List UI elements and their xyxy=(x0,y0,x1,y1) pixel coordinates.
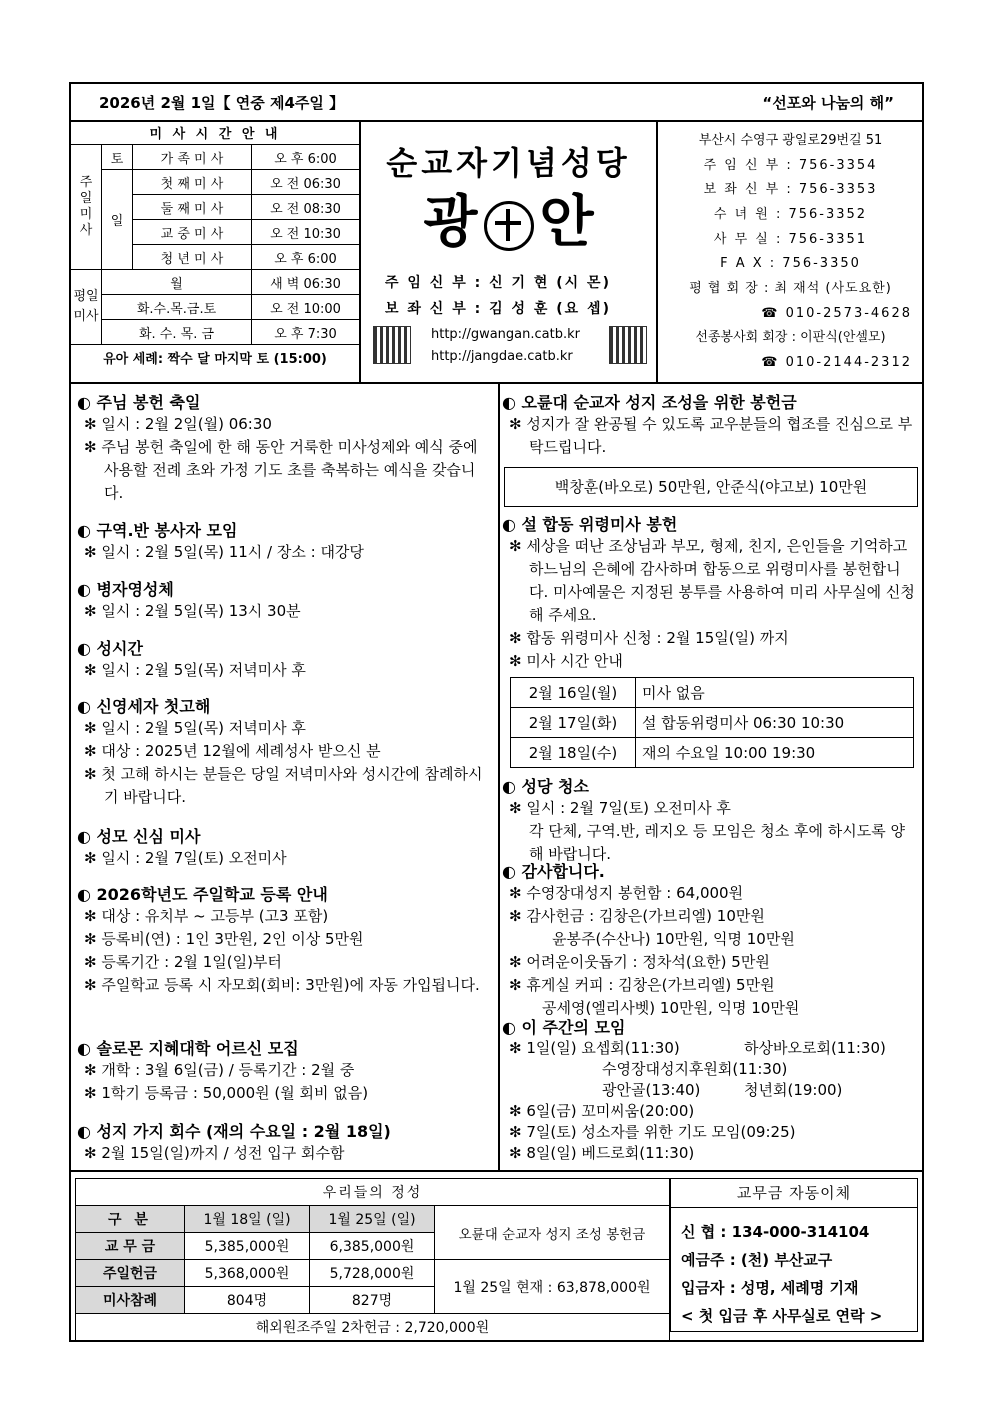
day-sun: 일 xyxy=(102,170,133,270)
date-cell: 2월 18일(수) xyxy=(511,738,636,768)
depositor-note: 입금자 : 성명, 세례명 기재 xyxy=(681,1279,859,1297)
cell: 6,385,000원 xyxy=(310,1233,435,1260)
right-column xyxy=(500,384,922,1170)
item: ✻ 일시 : 2월 5일(목) 저녁미사 후 xyxy=(84,661,306,679)
item: ✻ 주일학교 등록 시 자모회(회비: 3만원)에 자동 가입됩니다. xyxy=(84,976,480,994)
shrine-fund-label: 오륜대 순교자 성지 조성 봉헌금 xyxy=(435,1206,670,1260)
mass-time: 오 후 6:00 xyxy=(252,145,360,170)
weekday-mass-label: 평일미사 xyxy=(71,270,102,345)
bulletin-date: 2026년 2월 1일【 연중 제4주일 】 xyxy=(99,94,345,112)
section-heading: ◐ 오륜대 순교자 성지 조성을 위한 봉헌금 xyxy=(502,393,797,412)
church-title-block xyxy=(361,120,658,382)
left-column xyxy=(71,384,500,1170)
mass-name: 청 년 미 사 xyxy=(133,245,252,270)
contact-line: 주 임 신 부 : 756-3354 xyxy=(703,158,878,173)
sunday-mass-label: 주일미사 xyxy=(71,145,102,270)
website-link[interactable]: http://gwangan.catb.kr xyxy=(431,327,580,342)
contact-line: ☎ 010-2144-2312 xyxy=(761,355,912,370)
section-heading: ◐ 성시간 xyxy=(77,639,143,658)
item: ✻ 세상을 떠난 조상님과 부모, 형제, 친지, 은인들을 기억하고 하느님의 은혜에 감사하며 합동으로 위령미사를 봉헌합니다. 미사예물은 지정된 봉투를 사용하여 미리 사무실에 신청해 주세요. xyxy=(509,537,915,624)
mass-time: 오 후 6:00 xyxy=(252,245,360,270)
mass-name: 화.수.목.금.토 xyxy=(102,295,252,320)
contact-info xyxy=(659,120,922,382)
shrine-fund-value: 1월 25일 현재 : 63,878,000원 xyxy=(435,1260,670,1314)
item: ✻ 성지가 잘 완공될 수 있도록 교우분들의 협조를 진심으로 부탁드립니다. xyxy=(509,415,913,456)
value-cell: 설 합동위령미사 06:30 10:30 xyxy=(636,708,914,738)
auto-transfer-title: 교무금 자동이체 xyxy=(671,1179,917,1208)
mass-schedule-title: 미 사 시 간 안 내 xyxy=(71,120,359,145)
item: ✻ 일시 : 2월 5일(목) 저녁미사 후 xyxy=(84,719,306,737)
row-label: 주일헌금 xyxy=(76,1260,185,1287)
priest-list xyxy=(385,270,611,322)
item: ✻ 감사헌금 : 김창은(가브리엘) 10만원 xyxy=(509,907,765,925)
item: ✻ 1학기 등록금 : 50,000원 (월 회비 없음) xyxy=(84,1084,369,1102)
meeting-row xyxy=(502,1038,918,1059)
contact-note: < 첫 입금 후 사무실로 연락 > xyxy=(681,1307,883,1325)
qr-code-icon xyxy=(373,326,411,364)
offering-table xyxy=(75,1178,670,1341)
bulletin-frame xyxy=(69,82,924,1342)
top-bar xyxy=(71,84,922,122)
item: 각 단체, 구역.반, 레지오 등 모임은 청소 후에 하시도록 양해 바랍니다. xyxy=(529,822,905,863)
item: ✻ 2월 15일(일)까지 / 성전 입구 회수함 xyxy=(84,1144,345,1162)
item: ✻ 첫 고해 하시는 분들은 당일 저녁미사와 성시간에 참례하시기 바랍니다. xyxy=(84,765,483,806)
table-header: 구 분 xyxy=(76,1206,185,1233)
contact-line: 사 무 실 : 756-3351 xyxy=(713,232,868,247)
item: 공세영(엘리사벳) 10만원, 익명 10만원 xyxy=(542,999,800,1017)
meeting-item: ✻ 8일(일) 베드로회(11:30) xyxy=(509,1144,695,1162)
section-heading: ◐ 주님 봉헌 축일 xyxy=(77,393,201,412)
mass-name: 화. 수. 목. 금 xyxy=(102,320,252,345)
item: ✻ 일시 : 2월 5일(목) 11시 / 장소 : 대강당 xyxy=(84,543,364,561)
auto-transfer-box xyxy=(670,1178,918,1332)
section-heading: ◐ 성당 청소 xyxy=(502,777,589,796)
row-label: 교 무 금 xyxy=(76,1233,185,1260)
section-heading: ◐ 감사합니다. xyxy=(502,862,605,881)
mass-time: 오 후 7:30 xyxy=(252,320,360,345)
mass-name: 둘 째 미 사 xyxy=(133,195,252,220)
section-heading: ◐ 신영세자 첫고해 xyxy=(77,697,211,716)
table-header: 1월 25일 (일) xyxy=(310,1206,435,1233)
logo-text-left: 광 xyxy=(423,190,478,255)
offering-section xyxy=(71,1170,922,1344)
qr-code-icon xyxy=(609,326,647,364)
item: ✻ 개학 : 3월 6일(금) / 등록기간 : 2월 중 xyxy=(84,1061,355,1079)
contact-line: F A X : 756-3350 xyxy=(720,256,861,271)
meeting-row xyxy=(502,1080,918,1101)
table-header: 1월 18일 (일) xyxy=(185,1206,310,1233)
item: ✻ 합동 위령미사 신청 : 2월 15일(일) 까지 xyxy=(509,629,789,647)
mass-name: 가 족 미 사 xyxy=(133,145,252,170)
mass-time: 오 전 10:00 xyxy=(252,295,360,320)
contact-line: ☎ 010-2573-4628 xyxy=(761,306,912,321)
item: ✻ 일시 : 2월 7일(토) 오전미사 후 xyxy=(509,799,731,817)
overseas-aid-offering: 해외원조주일 2차헌금 : 2,720,000원 xyxy=(76,1314,670,1341)
mass-schedule xyxy=(71,120,361,382)
mass-name: 첫 째 미 사 xyxy=(133,170,252,195)
assistant-priest: 보 좌 신 부 : 김 성 훈 (요 셉) xyxy=(385,301,611,317)
day-sat: 토 xyxy=(102,145,133,170)
meeting-item: 수영장대성지후원회(11:30) xyxy=(602,1060,788,1078)
year-motto: “선포와 나눔의 해” xyxy=(762,94,894,112)
meeting-item: ✻ 1일(일) 요셉회(11:30) xyxy=(509,1039,680,1057)
meeting-item: ✻ 7일(토) 성소자를 위한 기도 모임(09:25) xyxy=(509,1123,796,1141)
section-heading: ◐ 이 주간의 모임 xyxy=(502,1018,626,1037)
cell: 5,368,000원 xyxy=(185,1260,310,1287)
item: ✻ 일시 : 2월 5일(목) 13시 30분 xyxy=(84,602,301,620)
item: ✻ 일시 : 2월 2일(월) 06:30 xyxy=(84,415,272,433)
mass-time: 오 전 10:30 xyxy=(252,220,360,245)
contact-line: 보 좌 신 부 : 756-3353 xyxy=(703,182,878,197)
mass-name: 월 xyxy=(102,270,252,295)
logo-text-right: 안 xyxy=(539,190,594,255)
pastor: 주 임 신 부 : 신 기 현 (시 몬) xyxy=(385,275,611,291)
account-holder: 예금주 : (천) 부산교구 xyxy=(681,1251,833,1269)
cell: 5,385,000원 xyxy=(185,1233,310,1260)
account-number: 신 협 : 134-000-314104 xyxy=(681,1223,870,1241)
memorial-mass-table xyxy=(510,677,914,768)
item: ✻ 어려운이웃돕기 : 정차석(요한) 5만원 xyxy=(509,953,770,971)
website-link[interactable]: http://jangdae.catb.kr xyxy=(431,349,573,364)
address: 부산시 수영구 광일로29번길 51 xyxy=(698,133,883,148)
meeting-item: 청년회(19:00) xyxy=(744,1081,843,1099)
cell: 5,728,000원 xyxy=(310,1260,435,1287)
mass-time: 오 전 06:30 xyxy=(252,170,360,195)
section-heading: ◐ 설 합동 위령미사 봉헌 xyxy=(502,515,678,534)
mass-name: 교 중 미 사 xyxy=(133,220,252,245)
item: ✻ 미사 시간 안내 xyxy=(509,652,623,670)
infant-baptism: 유아 세례: 짝수 달 마지막 토 (15:00) xyxy=(71,345,359,370)
value-cell: 미사 없음 xyxy=(636,678,914,708)
church-name: 순교자기념성당 xyxy=(386,144,631,182)
meeting-item: 광안골(13:40) xyxy=(602,1081,701,1099)
contact-line: 평 협 회 장 : 최 재석 (사도요한) xyxy=(689,281,892,296)
cross-emblem-icon xyxy=(484,201,534,251)
mass-time: 새 벽 06:30 xyxy=(252,270,360,295)
date-cell: 2월 17일(화) xyxy=(511,708,636,738)
item: ✻ 휴게실 커피 : 김창은(가브리엘) 5만원 xyxy=(509,976,775,994)
cell: 804명 xyxy=(185,1287,310,1314)
section-heading: ◐ 2026학년도 주일학교 등록 안내 xyxy=(77,885,328,904)
item: ✻ 수영장대성지 봉헌함 : 64,000원 xyxy=(509,884,744,902)
section-heading: ◐ 구역.반 봉사자 모임 xyxy=(77,521,238,540)
mass-time: 오 전 08:30 xyxy=(252,195,360,220)
item: ✻ 주님 봉헌 축일에 한 해 동안 거룩한 미사성제와 예식 중에 사용할 전례 초와 가정 기도 초를 축복하는 예식을 갖습니다. xyxy=(84,438,478,502)
value-cell: 재의 수요일 10:00 19:30 xyxy=(636,738,914,768)
item: ✻ 대상 : 유치부 ~ 고등부 (고3 포함) xyxy=(84,907,329,925)
item: ✻ 일시 : 2월 7일(토) 오전미사 xyxy=(84,849,287,867)
item: ✻ 대상 : 2025년 12월에 세례성사 받으신 분 xyxy=(84,742,381,760)
header xyxy=(71,120,922,384)
contact-line: 선종봉사회 회장 : 이판식(안셀모) xyxy=(695,330,886,345)
meeting-item: ✻ 6일(금) 꼬미씨움(20:00) xyxy=(509,1102,695,1120)
section-heading: ◐ 성모 신심 미사 xyxy=(77,827,201,846)
row-label: 미사참례 xyxy=(76,1287,185,1314)
item: ✻ 등록기간 : 2월 1일(일)부터 xyxy=(84,953,282,971)
contact-line: 수 녀 원 : 756-3352 xyxy=(713,207,868,222)
church-logo xyxy=(361,178,656,258)
cell: 827명 xyxy=(310,1287,435,1314)
date-cell: 2월 16일(월) xyxy=(511,678,636,708)
section-heading: ◐ 성지 가지 회수 (재의 수요일 : 2월 18일) xyxy=(77,1122,391,1141)
item: ✻ 등록비(연) : 1인 3만원, 2인 이상 5만원 xyxy=(84,930,364,948)
donor-box: 백창훈(바오로) 50만원, 안준식(야고보) 10만원 xyxy=(504,467,918,507)
meeting-item: 하상바오로회(11:30) xyxy=(744,1039,886,1057)
item: 윤봉주(수산나) 10만원, 익명 10만원 xyxy=(552,930,795,948)
website-links xyxy=(431,324,580,368)
offering-title: 우리들의 정성 xyxy=(76,1179,670,1206)
section-heading: ◐ 솔로몬 지혜대학 어르신 모집 xyxy=(77,1039,299,1058)
section-heading: ◐ 병자영성체 xyxy=(77,580,174,599)
